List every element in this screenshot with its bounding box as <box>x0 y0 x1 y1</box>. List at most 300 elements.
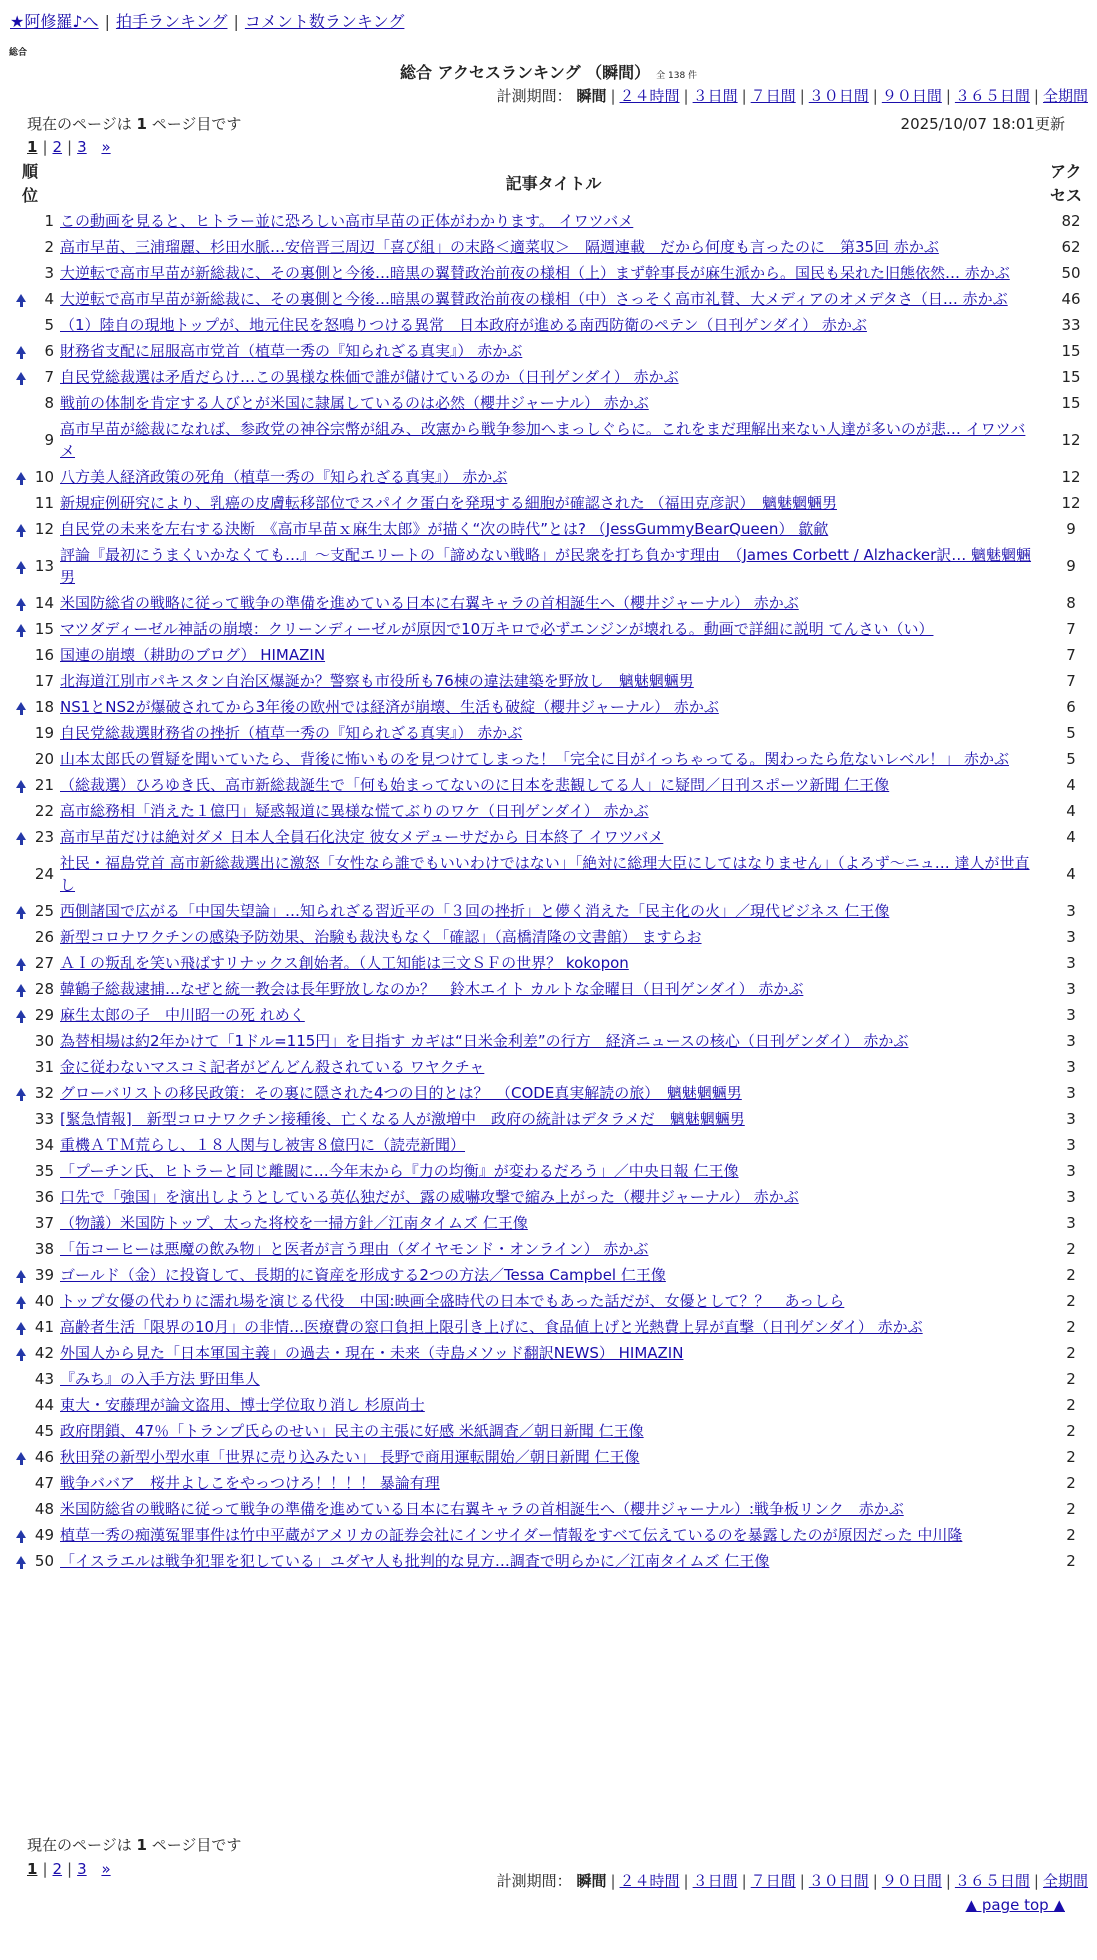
rank-change-cell <box>16 772 32 798</box>
article-link[interactable]: 自民党総裁選は矛盾だらけ…この異様な株価で誰が儲けているのか（日刊ゲンダイ） 赤かぶ <box>60 368 679 386</box>
article-link[interactable]: NS1とNS2が爆破されてから3年後の欧州では経済が崩壊、生活も破綻（櫻井ジャーナル） 赤かぶ <box>60 698 719 716</box>
rank-up-arrow-icon <box>16 598 26 606</box>
rank-change-cell <box>16 1548 32 1574</box>
period-90d[interactable]: ９０日間 <box>881 87 942 105</box>
rank-number: 46 <box>34 1448 54 1466</box>
period-3d[interactable]: ３日間 <box>692 1872 738 1890</box>
access-count: 82 <box>1061 212 1081 230</box>
item-count: 全 138 件 <box>656 71 698 81</box>
access-count: 2 <box>1066 1370 1076 1388</box>
page-info-top: 現在のページは 1 ページ目です <box>27 115 242 133</box>
access-count: 2 <box>1066 1344 1076 1362</box>
access-count: 2 <box>1066 1500 1076 1518</box>
rank-number: 36 <box>34 1188 54 1206</box>
rank-number: 12 <box>34 520 54 538</box>
access-count: 2 <box>1066 1448 1076 1466</box>
rank-change-cell <box>16 976 32 1002</box>
ranking-table <box>16 160 1092 1574</box>
table-row <box>16 364 1092 390</box>
rank-change-cell <box>16 260 32 286</box>
table-row <box>16 1444 1092 1470</box>
article-title-cell <box>57 950 1050 976</box>
header-rank: 順位 <box>22 162 39 205</box>
period-selector-bottom: 計測期間： 瞬間 | ２４時間 | ３日間 | ７日間 | ３０日間 | ９０日間 | ３６５日間 | 全期間 <box>496 1872 1088 1890</box>
article-title-cell <box>57 1548 1050 1574</box>
rank-number: 11 <box>34 494 54 512</box>
table-row <box>16 1028 1092 1054</box>
access-count: 4 <box>1066 802 1076 820</box>
pager-page-3[interactable]: 3 <box>77 138 87 156</box>
article-title-cell <box>57 668 1050 694</box>
rank-number: 50 <box>34 1552 54 1570</box>
rank-number: 16 <box>34 646 54 664</box>
rank-change-cell <box>16 924 32 950</box>
table-row <box>16 850 1092 898</box>
article-title-cell <box>57 1418 1050 1444</box>
access-count: 62 <box>1061 238 1081 256</box>
article-link[interactable]: ゴールド（金）に投資して、長期的に資産を形成する2つの方法／Tessa Campbel 仁王像 <box>60 1266 666 1284</box>
period-30d[interactable]: ３０日間 <box>808 1872 869 1890</box>
article-link[interactable]: マツダディーゼル神話の崩壊：クリーンディーゼルが原因で10万キロで必ずエンジンが壊れる。動画で詳細に説明 てんさい（い） <box>60 620 934 638</box>
access-count: 2 <box>1066 1292 1076 1310</box>
article-title-cell <box>57 642 1050 668</box>
rank-number: 10 <box>34 468 54 486</box>
access-count: 3 <box>1066 1188 1076 1206</box>
link-ashura-home[interactable]: ★阿修羅♪へ <box>10 12 99 31</box>
pager-current: 1 <box>27 138 38 156</box>
rank-number: 31 <box>34 1058 54 1076</box>
rank-change-cell <box>16 1054 32 1080</box>
rank-number: 14 <box>34 594 54 612</box>
table-row <box>16 1288 1092 1314</box>
rank-up-arrow-icon <box>16 1010 26 1018</box>
rank-number: 21 <box>34 776 54 794</box>
rank-change-cell <box>16 642 32 668</box>
article-title-cell <box>57 1262 1050 1288</box>
rank-number: 41 <box>34 1318 54 1336</box>
rank-change-cell <box>16 542 32 590</box>
table-row <box>16 390 1092 416</box>
article-title-cell <box>57 416 1050 464</box>
table-row <box>16 1366 1092 1392</box>
access-count: 3 <box>1066 928 1076 946</box>
article-link[interactable]: 「イスラエルは戦争犯罪を犯している」ユダヤ人も批判的な見方…調査で明らかに／江南タイムズ 仁王像 <box>60 1552 770 1570</box>
article-link[interactable]: 東大・安藤理が論文盗用、博士学位取り消し 杉原尚士 <box>60 1396 425 1414</box>
article-link[interactable]: 麻生太郎の子 中川昭一の死 れめく <box>60 1006 305 1024</box>
header-title: 記事タイトル <box>505 174 602 193</box>
article-title-cell <box>57 1236 1050 1262</box>
rank-number: 7 <box>44 368 54 386</box>
rank-change-cell <box>16 720 32 746</box>
table-row <box>16 338 1092 364</box>
rank-number: 17 <box>34 672 54 690</box>
article-title-cell <box>57 1522 1050 1548</box>
access-count: 50 <box>1061 264 1081 282</box>
rank-number: 18 <box>34 698 54 716</box>
rank-number: 20 <box>34 750 54 768</box>
access-count: 9 <box>1066 520 1076 538</box>
ranking-title: 総合 アクセスランキング （瞬間） <box>399 63 651 82</box>
rank-up-arrow-icon <box>16 984 26 992</box>
article-title-cell <box>57 260 1050 286</box>
article-link[interactable]: （総裁選）ひろゆき氏、高市新総裁誕生で「何も始まってないのに日本を悲観してる人」に疑問／日刊スポーツ新聞 仁王像 <box>60 776 890 794</box>
rank-number: 32 <box>34 1084 54 1102</box>
category-label: 総合 <box>9 48 28 58</box>
article-link[interactable]: （物議）米国防トップ、太った将校を一掃方針／江南タイムズ 仁王像 <box>60 1214 528 1232</box>
rank-up-arrow-icon <box>16 1556 26 1564</box>
page-info-bottom: 現在のページは 1 ページ目です <box>27 1836 242 1854</box>
table-header-row <box>16 160 1092 208</box>
page-top-link[interactable]: ▲ page top ▲ <box>965 1896 1065 1914</box>
rank-number: 43 <box>34 1370 54 1388</box>
header-access: アクセス <box>1050 162 1083 205</box>
article-link[interactable]: 韓鶴子総裁逮捕…なぜと統一教会は長年野放しなのか？ 鈴木エイト カルトな金曜日（日刊ゲンダイ） 赤かぶ <box>60 980 804 998</box>
table-row <box>16 1002 1092 1028</box>
rank-change-cell <box>16 1158 32 1184</box>
pager-page-2[interactable]: 2 <box>52 138 63 156</box>
period-365d[interactable]: ３６５日間 <box>954 87 1030 105</box>
table-row <box>16 312 1092 338</box>
access-count: 2 <box>1066 1396 1076 1414</box>
article-link[interactable]: 秋田発の新型小型水車「世界に売り込みたい」 長野で商用運転開始／朝日新聞 仁王像 <box>60 1448 640 1466</box>
table-row <box>16 1340 1092 1366</box>
article-title-cell <box>57 1054 1050 1080</box>
period-7d[interactable]: ７日間 <box>750 87 796 105</box>
table-row <box>16 590 1092 616</box>
article-link[interactable]: 為替相場は約2年かけて「1ドル=115円」を目指す カギは“日米金利差”の行方 経済ニュースの核心（日刊ゲンダイ） 赤かぶ <box>60 1032 909 1050</box>
access-count: 7 <box>1066 672 1076 690</box>
article-link[interactable]: 米国防総省の戦略に従って戦争の準備を進めている日本に右翼キャラの首相誕生へ（櫻井ジャーナル） 赤かぶ <box>60 594 799 612</box>
access-count: 3 <box>1066 1058 1076 1076</box>
access-count: 15 <box>1061 368 1081 386</box>
article-title-cell <box>57 1028 1050 1054</box>
table-row <box>16 746 1092 772</box>
article-link[interactable]: 北海道江別市パキスタン自治区爆誕か？警察も市役所も76棟の違法建築を野放し 魑魅魍魎男 <box>60 672 694 690</box>
period-90d[interactable]: ９０日間 <box>881 1872 942 1890</box>
rank-change-cell <box>16 1496 32 1522</box>
rank-number: 28 <box>34 980 54 998</box>
article-link[interactable]: 自民党総裁選財務省の挫折（植草一秀の『知られざる真実』） 赤かぶ <box>60 724 523 742</box>
table-row <box>16 1236 1092 1262</box>
rank-up-arrow-icon <box>16 472 26 480</box>
rank-change-cell <box>16 1444 32 1470</box>
access-count: 5 <box>1066 750 1076 768</box>
rank-number: 48 <box>34 1500 54 1518</box>
rank-number: 37 <box>34 1214 54 1232</box>
access-count: 3 <box>1066 902 1076 920</box>
page-title <box>0 60 1097 83</box>
article-title-cell <box>57 1392 1050 1418</box>
table-row <box>16 1184 1092 1210</box>
table-row <box>16 1210 1092 1236</box>
rank-number: 13 <box>34 557 54 575</box>
rank-change-cell <box>16 898 32 924</box>
rank-change-cell <box>16 798 32 824</box>
article-link[interactable]: 「プーチン氏、ヒトラーと同じ離閾に…今年末から『力の均衡』が変わるだろう」／中央日報 仁王像 <box>60 1162 739 1180</box>
article-link[interactable]: 社民・福島党首 高市新総裁選出に激怒「女性なら誰でもいいわけではない」「絶対に総理大臣にしてはなりません」（よろず〜ニュ… 達人が世直し <box>60 854 1030 894</box>
link-comment-ranking[interactable]: コメント数ランキング <box>244 12 405 31</box>
rank-change-cell <box>16 1418 32 1444</box>
article-link[interactable]: 高市早苗が総裁になれば、参政党の神谷宗幣が組み、改憲から戦争参加へまっしぐらに。これをまだ理解出来ない人達が多いのが悲… イワツバメ <box>60 420 1026 460</box>
period-3d[interactable]: ３日間 <box>692 87 738 105</box>
rank-number: 2 <box>44 238 54 256</box>
rank-number: 30 <box>34 1032 54 1050</box>
period-24h[interactable]: ２４時間 <box>619 1872 680 1890</box>
article-link[interactable]: 口先で「強国」を演出しようとしている英仏独だが、露の威嚇攻撃で縮み上がった（櫻井ジャーナル） 赤かぶ <box>60 1188 799 1206</box>
article-title-cell <box>57 464 1050 490</box>
rank-number: 15 <box>34 620 54 638</box>
article-link[interactable]: [緊急情報] 新型コロナワクチン接種後、亡くなる人が激増中 政府の統計はデタラメだ 魑魅魍魎男 <box>60 1110 745 1128</box>
rank-change-cell <box>16 1132 32 1158</box>
rank-number: 45 <box>34 1422 54 1440</box>
table-row <box>16 1106 1092 1132</box>
table-row <box>16 1496 1092 1522</box>
article-link[interactable]: 植草一秀の痴漢冤罪事件は竹中平蔵がアメリカの証券会社にインサイダー情報をすべて伝えているのを暴露したのが原因だった 中川隆 <box>60 1526 963 1544</box>
rank-change-cell <box>16 208 32 234</box>
rank-change-cell <box>16 1210 32 1236</box>
access-count: 3 <box>1066 954 1076 972</box>
access-count: 3 <box>1066 1032 1076 1050</box>
period-label: 計測期間： <box>496 1872 572 1890</box>
rank-number: 24 <box>34 865 54 883</box>
table-row <box>16 950 1092 976</box>
article-link[interactable]: 戦争ババア 桜井よしこをやっつけろ！！！！ 暴論有理 <box>60 1474 440 1492</box>
rank-change-cell <box>16 1262 32 1288</box>
article-link[interactable]: 大逆転で高市早苗が新総裁に、その裏側と今後…暗黒の翼賛政治前夜の様相（中）さっそく高市礼賛、大メディアのオメデタさ（日… 赤かぶ <box>60 290 1008 308</box>
article-title-cell <box>57 1496 1050 1522</box>
rank-number: 6 <box>44 342 54 360</box>
rank-change-cell <box>16 1288 32 1314</box>
article-title-cell <box>57 234 1050 260</box>
access-count: 4 <box>1066 865 1076 883</box>
period-all[interactable]: 全期間 <box>1042 1872 1088 1890</box>
article-title-cell <box>57 286 1050 312</box>
article-title-cell <box>57 1314 1050 1340</box>
article-title-cell <box>57 746 1050 772</box>
access-count: 2 <box>1066 1318 1076 1336</box>
rank-change-cell <box>16 338 32 364</box>
rank-up-arrow-icon <box>16 1270 26 1278</box>
article-title-cell <box>57 850 1050 898</box>
article-title-cell <box>57 1444 1050 1470</box>
article-link[interactable]: （1）陸自の現地トップが、地元住民を怒鳴りつける異常 日本政府が進める南西防衛のペテン（日刊ゲンダイ） 赤かぶ <box>60 316 867 334</box>
article-title-cell <box>57 1340 1050 1366</box>
rank-number: 44 <box>34 1396 54 1414</box>
rank-change-cell <box>16 1366 32 1392</box>
article-link[interactable]: 新型コロナワクチンの感染予防効果、治験も裁決もなく「確認」（高橋清隆の文書館） ますらお <box>60 928 702 946</box>
article-title-cell <box>57 824 1050 850</box>
rank-number: 19 <box>34 724 54 742</box>
nav-separator: | <box>233 12 239 31</box>
access-count: 15 <box>1061 394 1081 412</box>
article-title-cell <box>57 1106 1050 1132</box>
article-link[interactable]: この動画を見ると、ヒトラー並に恐ろしい高市早苗の正体がわかります。 イワツバメ <box>60 212 634 230</box>
rank-change-cell <box>16 464 32 490</box>
period-7d[interactable]: ７日間 <box>750 1872 796 1890</box>
rank-change-cell <box>16 286 32 312</box>
rank-number: 34 <box>34 1136 54 1154</box>
period-selector-top: 計測期間： 瞬間 | ２４時間 | ３日間 | ７日間 | ３０日間 | ９０日間 | ３６５日間 | 全期間 <box>496 87 1088 105</box>
period-24h[interactable]: ２４時間 <box>619 87 680 105</box>
table-row <box>16 1392 1092 1418</box>
article-link[interactable]: グローバリストの移民政策：その裏に隠された4つの目的とは？ （CODE真実解読の旅） 魑魅魍魎男 <box>60 1084 742 1102</box>
article-link[interactable]: 自民党の未来を左右する決断 《高市早苗ｘ麻生太郎》が描く“次の時代”とは? （JessGummyBearQueen） 歙歈 <box>60 520 829 538</box>
rank-up-arrow-icon <box>16 294 26 302</box>
article-link[interactable]: 外国人から見た「日本軍国主義」の過去・現在・未来（寺島メソッド翻訳NEWS） HIMAZIN <box>60 1344 684 1362</box>
rank-up-arrow-icon <box>16 524 26 532</box>
rank-change-cell <box>16 850 32 898</box>
rank-up-arrow-icon <box>16 624 26 632</box>
table-row <box>16 1470 1092 1496</box>
access-count: 2 <box>1066 1266 1076 1284</box>
article-link[interactable]: トップ女優の代わりに濡れ場を演じる代役 中国:映画全盛時代の日本でもあった話だが、女優として？？ あっしら <box>60 1292 845 1310</box>
article-title-cell <box>57 772 1050 798</box>
table-row <box>16 642 1092 668</box>
pager-next[interactable]: » <box>101 138 111 156</box>
pager-current: 1 <box>27 1860 38 1878</box>
table-row <box>16 490 1092 516</box>
rank-change-cell <box>16 1106 32 1132</box>
article-link[interactable]: 戦前の体制を肯定する人びとが米国に隷属しているのは必然（櫻井ジャーナル） 赤かぶ <box>60 394 649 412</box>
rank-up-arrow-icon <box>16 1530 26 1538</box>
table-row <box>16 772 1092 798</box>
table-row <box>16 1132 1092 1158</box>
table-row <box>16 464 1092 490</box>
rank-change-cell <box>16 490 32 516</box>
rank-number: 47 <box>34 1474 54 1492</box>
article-title-cell <box>57 364 1050 390</box>
article-link[interactable]: 高市総務相「消えた１億円」疑惑報道に異様な慌てぶりのワケ（日刊ゲンダイ） 赤かぶ <box>60 802 649 820</box>
table-row <box>16 542 1092 590</box>
table-row <box>16 416 1092 464</box>
article-title-cell <box>57 1132 1050 1158</box>
table-row <box>16 286 1092 312</box>
access-count: 3 <box>1066 1084 1076 1102</box>
rank-change-cell <box>16 616 32 642</box>
pager-page-3[interactable]: 3 <box>77 1860 87 1878</box>
article-title-cell <box>57 1158 1050 1184</box>
article-link[interactable]: 「缶コーヒーは悪魔の飲み物」と医者が言う理由（ダイヤモンド・オンライン） 赤かぶ <box>60 1240 649 1258</box>
period-label: 計測期間： <box>496 87 572 105</box>
rank-change-cell <box>16 1314 32 1340</box>
access-count: 8 <box>1066 594 1076 612</box>
article-title-cell <box>57 490 1050 516</box>
link-applause-ranking[interactable]: 拍手ランキング <box>115 12 228 31</box>
table-row <box>16 924 1092 950</box>
article-link[interactable]: 高市早苗、三浦瑠麗、杉田水脈…安倍晋三周辺「喜び組」の末路＜適菜収＞ 隔週連載 だから何度も言ったのに 第35回 赤かぶ <box>60 238 939 256</box>
article-link[interactable]: ＡＩの叛乱を笑い飛ばすリナックス創始者。（人工知能は三文ＳＦの世界？ kokopon <box>60 954 629 972</box>
table-row <box>16 976 1092 1002</box>
rank-up-arrow-icon <box>16 1296 26 1304</box>
table-row <box>16 1054 1092 1080</box>
rank-number: 23 <box>34 828 54 846</box>
pager-page-2[interactable]: 2 <box>52 1860 63 1878</box>
updated-timestamp: 2025/10/07 18:01更新 <box>900 115 1065 133</box>
article-link[interactable]: 西側諸国で広がる「中国失望論」…知られざる習近平の「３回の挫折」と儚く消えた「民主化の火」／現代ビジネス 仁王像 <box>60 902 890 920</box>
table-row <box>16 260 1092 286</box>
article-link[interactable]: 『みち』の入手方法 野田隼人 <box>60 1370 260 1388</box>
ranking-body <box>16 208 1092 1574</box>
rank-up-arrow-icon <box>16 832 26 840</box>
rank-change-cell <box>16 416 32 464</box>
rank-up-arrow-icon <box>16 780 26 788</box>
rank-change-cell <box>16 1340 32 1366</box>
article-link[interactable]: 重機ＡＴＭ荒らし、１８人関与し被害８億円に（読売新聞） <box>60 1136 466 1154</box>
access-count: 15 <box>1061 342 1081 360</box>
rank-change-cell <box>16 1080 32 1106</box>
article-title-cell <box>57 720 1050 746</box>
article-title-cell <box>57 516 1050 542</box>
access-count: 2 <box>1066 1474 1076 1492</box>
article-link[interactable]: 大逆転で高市早苗が新総裁に、その裏側と今後…暗黒の翼賛政治前夜の様相（上）まず幹事長が麻生派から。国民も呆れた旧態依然… 赤かぶ <box>60 264 1010 282</box>
article-title-cell <box>57 1366 1050 1392</box>
rank-change-cell <box>16 1184 32 1210</box>
rank-up-arrow-icon <box>16 346 26 354</box>
rank-change-cell <box>16 950 32 976</box>
period-all[interactable]: 全期間 <box>1042 87 1088 105</box>
article-link[interactable]: 財務省支配に屈服高市党首（植草一秀の『知られざる真実』） 赤かぶ <box>60 342 523 360</box>
article-link[interactable]: 国連の崩壊（耕助のブログ） HIMAZIN <box>60 646 326 664</box>
article-title-cell <box>57 694 1050 720</box>
article-link[interactable]: 評論『最初にうまくいかなくても…』〜支配エリートの「諦めない戦略」が民衆を打ち負かす理由 （James Corbett / Alzhacker訳… 魑魅魍魎男 <box>60 546 1032 586</box>
rank-change-cell <box>16 390 32 416</box>
rank-up-arrow-icon <box>16 1452 26 1460</box>
article-link[interactable]: 八方美人経済政策の死角（植草一秀の『知られざる真実』） 赤かぶ <box>60 468 508 486</box>
article-title-cell <box>57 616 1050 642</box>
period-current: 瞬間 <box>576 1872 607 1890</box>
pager-top: 1 | 2 | 3 » <box>27 138 111 156</box>
nav-separator: | <box>104 12 110 31</box>
article-link[interactable]: 山本太郎氏の質疑を聞いていたら、背後に怖いものを見つけてしまった！「完全に目がイっちゃってる。関わったら危ないレベル！」 赤かぶ <box>60 750 1010 768</box>
rank-up-arrow-icon <box>16 1348 26 1356</box>
access-count: 3 <box>1066 1214 1076 1232</box>
rank-up-arrow-icon <box>16 561 26 569</box>
article-link[interactable]: 米国防総省の戦略に従って戦争の準備を進めている日本に右翼キャラの首相誕生へ（櫻井ジャーナル）:戦争板リンク 赤かぶ <box>60 1500 904 1518</box>
rank-change-cell <box>16 312 32 338</box>
access-count: 2 <box>1066 1240 1076 1258</box>
rank-up-arrow-icon <box>16 1322 26 1330</box>
access-count: 2 <box>1066 1552 1076 1570</box>
access-count: 46 <box>1061 290 1081 308</box>
article-title-cell <box>57 1002 1050 1028</box>
pager-next[interactable]: » <box>101 1860 111 1878</box>
article-link[interactable]: 高市早苗だけは絶対ダメ 日本人全員石化決定 彼女メデューサだから 日本終了 イワツバメ <box>60 828 664 846</box>
table-row <box>16 898 1092 924</box>
period-30d[interactable]: ３０日間 <box>808 87 869 105</box>
access-count: 9 <box>1066 557 1076 575</box>
table-row <box>16 1262 1092 1288</box>
article-link[interactable]: 政府閉鎖、47％「トランプ氏らのせい」民主の主張に好感 米紙調査／朝日新聞 仁王像 <box>60 1422 644 1440</box>
article-link[interactable]: 金に従わないマスコミ記者がどんどん殺されている ワヤクチャ <box>60 1058 485 1076</box>
article-link[interactable]: 新規症例研究により、乳癌の皮膚転移部位でスパイク蛋白を発現する細胞が確認された （福田克彦訳） 魑魅魍魎男 <box>60 494 837 512</box>
rank-change-cell <box>16 1392 32 1418</box>
rank-number: 1 <box>44 212 54 230</box>
article-link[interactable]: 高齢者生活「限界の10月」の非情…医療費の窓口負担上限引き上げに、食品値上げと光熱費上昇が直撃（日刊ゲンダイ） 赤かぶ <box>60 1318 923 1336</box>
rank-number: 26 <box>34 928 54 946</box>
table-row <box>16 208 1092 234</box>
rank-number: 8 <box>44 394 54 412</box>
table-row <box>16 668 1092 694</box>
period-365d[interactable]: ３６５日間 <box>954 1872 1030 1890</box>
access-count: 2 <box>1066 1526 1076 1544</box>
article-title-cell <box>57 1210 1050 1236</box>
access-count: 4 <box>1066 828 1076 846</box>
table-row <box>16 824 1092 850</box>
rank-change-cell <box>16 694 32 720</box>
rank-number: 35 <box>34 1162 54 1180</box>
article-title-cell <box>57 338 1050 364</box>
table-row <box>16 1522 1092 1548</box>
